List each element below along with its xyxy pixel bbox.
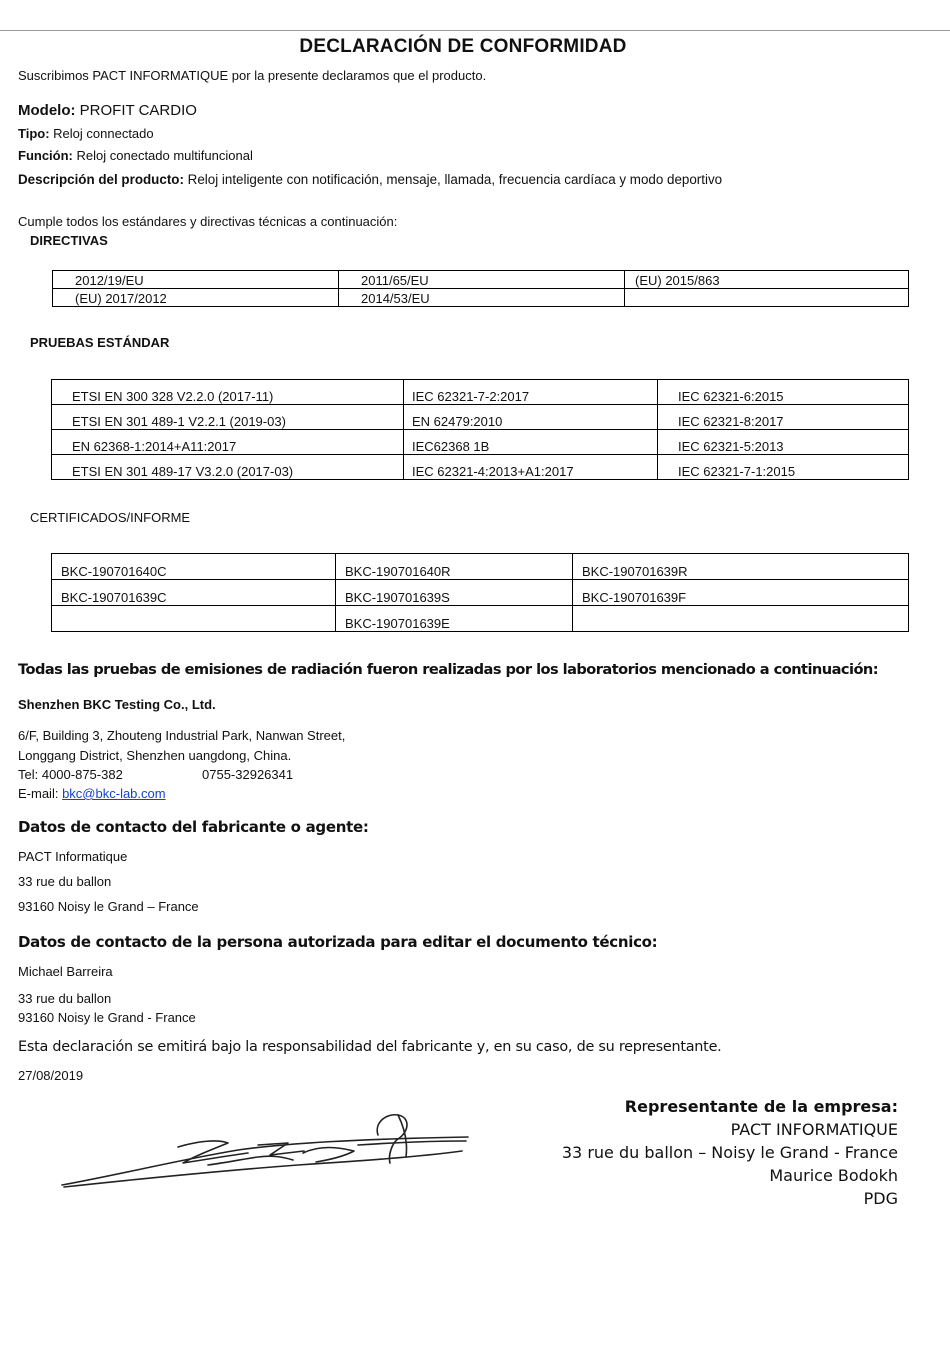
table-row (52, 606, 909, 632)
table-row (52, 554, 909, 580)
descripcion-row (18, 172, 722, 187)
table-cell: BKC-190701639R (573, 554, 909, 580)
table-cell: 2014/53/EU (339, 289, 625, 307)
table-row (52, 430, 909, 455)
funcion-label: Función: (18, 148, 73, 163)
authorized-city: 93160 Noisy le Grand - France (18, 1010, 196, 1025)
representative-address: 33 rue du ballon – Noisy le Grand - France (561, 1143, 898, 1162)
table-cell: 2012/19/EU (53, 271, 339, 289)
representative-role: PDG (863, 1189, 898, 1208)
table-row (52, 580, 909, 606)
funcion-row (18, 148, 253, 163)
signature-image (58, 1105, 478, 1195)
table-cell: IEC 62321-5:2013 (658, 430, 909, 455)
table-cell: IEC 62321-4:2013+A1:2017 (404, 455, 658, 480)
date: 27/08/2019 (18, 1068, 84, 1083)
email-link[interactable]: bkc@bkc-lab.com (62, 786, 166, 801)
lab-email-row (18, 784, 166, 803)
table-cell: BKC-190701640R (336, 554, 573, 580)
table-cell: IEC 62321-6:2015 (658, 380, 909, 405)
authorized-street: 33 rue du ballon (18, 991, 112, 1006)
document-title: DECLARACIÓN DE CONFORMIDAD (299, 36, 627, 57)
email-label: E-mail: (18, 786, 59, 801)
representative-person: Maurice Bodokh (769, 1166, 898, 1185)
modelo-row (18, 102, 197, 119)
pruebas-table (51, 379, 909, 480)
table-cell: (EU) 2015/863 (625, 271, 909, 289)
table-row (52, 380, 909, 405)
manufacturer-name: PACT Informatique (18, 849, 128, 864)
page-top-border (0, 30, 950, 31)
table-cell: ETSI EN 300 328 V2.2.0 (2017-11) (52, 380, 404, 405)
modelo-value: PROFIT CARDIO (79, 102, 197, 119)
table-row (52, 455, 909, 480)
manufacturer-street: 33 rue du ballon (18, 874, 112, 889)
table-cell: IEC 62321-8:2017 (658, 405, 909, 430)
table-cell: BKC-190701639S (336, 580, 573, 606)
certificados-heading: CERTIFICADOS/INFORME (30, 510, 191, 525)
certificados-table (51, 553, 909, 632)
table-row (52, 405, 909, 430)
funcion-value: Reloj conectado multifuncional (76, 148, 253, 163)
lab-name: Shenzhen BKC Testing Co., Ltd. (18, 697, 216, 712)
responsibility-text: Esta declaración se emitirá bajo la responsabilidad del fabricante y, en su caso, de su representante. (18, 1039, 722, 1055)
table-cell: ETSI EN 301 489-1 V2.2.1 (2019-03) (52, 405, 404, 430)
directivas-table (52, 270, 909, 307)
tipo-value: Reloj connectado (53, 126, 154, 141)
lab-tel: Tel: 4000-875-382 (18, 767, 123, 782)
representative-block (562, 1095, 898, 1210)
table-cell (573, 606, 909, 632)
lab-tel-2: 0755-32926341 (202, 767, 294, 782)
directivas-heading: DIRECTIVAS (30, 233, 108, 248)
table-cell: IEC62368 1B (404, 430, 658, 455)
table-cell: (EU) 2017/2012 (53, 289, 339, 307)
table-cell: EN 62368-1:2014+A11:2017 (52, 430, 404, 455)
manufacturer-city: 93160 Noisy le Grand – France (18, 899, 199, 914)
table-row (53, 289, 909, 307)
table-cell: BKC-190701639F (573, 580, 909, 606)
lab-address-2: Longgang District, Shenzhen uangdong, China. (18, 748, 292, 763)
tipo-label: Tipo: (18, 126, 50, 141)
table-cell: IEC 62321-7-1:2015 (658, 455, 909, 480)
table-cell: ETSI EN 301 489-17 V3.2.0 (2017-03) (52, 455, 404, 480)
table-cell: EN 62479:2010 (404, 405, 658, 430)
representative-company: PACT INFORMATIQUE (730, 1120, 898, 1139)
authorized-name: Michael Barreira (18, 964, 113, 979)
table-cell: BKC-190701639E (336, 606, 573, 632)
pruebas-heading: PRUEBAS ESTÁNDAR (30, 335, 170, 350)
tipo-row (18, 126, 154, 141)
lab-statement: Todas las pruebas de emisiones de radiación fueron realizadas por los laboratorios mencionado a continuación: (18, 661, 879, 678)
table-cell (625, 289, 909, 307)
lab-address-1: 6/F, Building 3, Zhouteng Industrial Park, Nanwan Street, (18, 728, 346, 743)
table-cell: 2011/65/EU (339, 271, 625, 289)
modelo-label: Modelo: (18, 102, 76, 119)
compliance-text: Cumple todos los estándares y directivas técnicas a continuación: (18, 214, 398, 229)
table-cell: IEC 62321-7-2:2017 (404, 380, 658, 405)
manufacturer-heading: Datos de contacto del fabricante o agente: (18, 818, 369, 836)
table-row (53, 271, 909, 289)
table-cell (52, 606, 336, 632)
table-cell: BKC-190701639C (52, 580, 336, 606)
descripcion-value: Reloj inteligente con notificación, mensaje, llamada, frecuencia cardíaca y modo deportivo (187, 172, 723, 187)
descripcion-label: Descripción del producto: (18, 172, 184, 187)
intro-text: Suscribimos PACT INFORMATIQUE por la presente declaramos que el producto. (18, 68, 487, 83)
table-cell: BKC-190701640C (52, 554, 336, 580)
authorized-heading: Datos de contacto de la persona autorizada para editar el documento técnico: (18, 933, 658, 951)
representative-title: Representante de la empresa: (624, 1097, 898, 1116)
